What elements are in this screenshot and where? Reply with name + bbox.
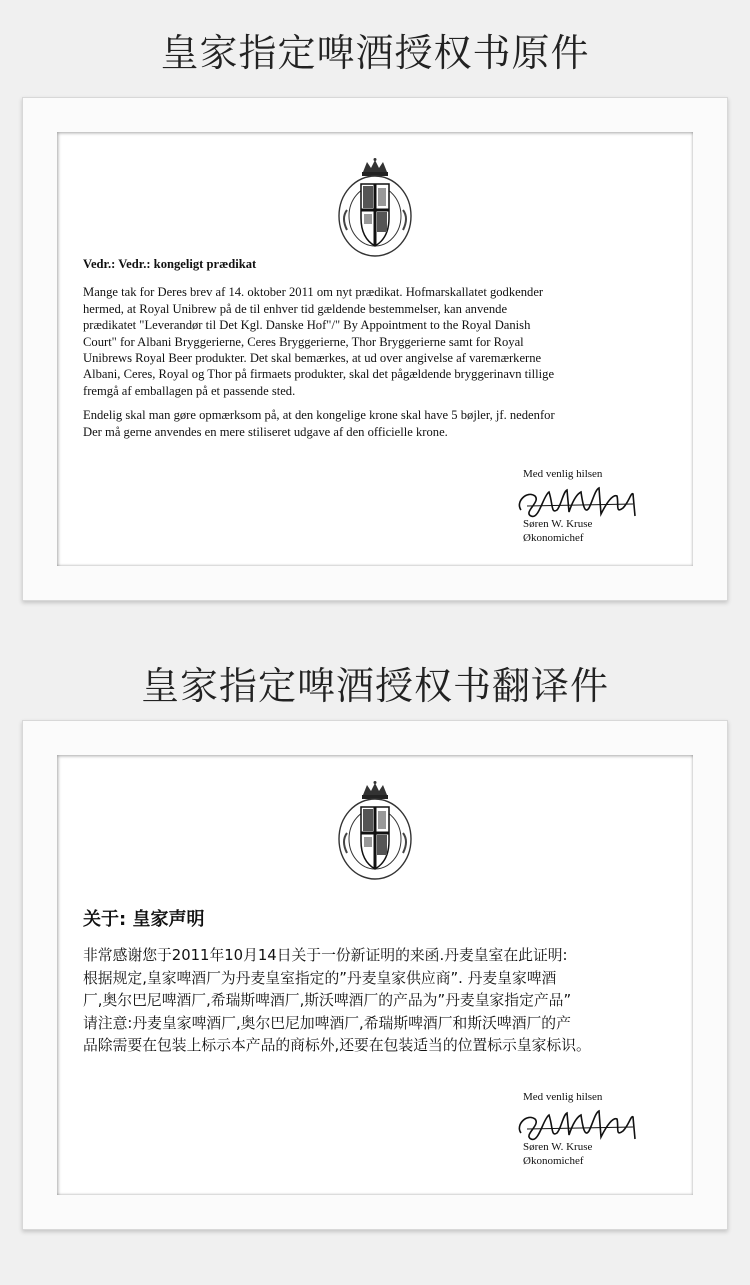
translation-heading: 皇家指定啤酒授权书翻译件 [140,664,609,708]
original-letter-frame [22,97,728,601]
original-paragraph-2: Endelig skal man gøre opmærksom på, at den kongelige krone skal have 5 bøjler, jf. nedenfor Der må gerne anvendes en mere stiliseret udgave af den officielle krone. [83,408,555,439]
translation-signature-block [523,1091,693,1167]
original-letter-body [83,256,685,448]
original-heading: 皇家指定啤酒授权书原件 [160,31,590,75]
handwritten-signature [513,1105,643,1145]
translation-closing: Med venlig hilsen [523,1091,603,1103]
original-signature-block [523,468,693,544]
original-signer-title: Økonomichef [523,532,584,544]
original-signer-name: Søren W. Kruse [523,518,593,530]
original-closing: Med venlig hilsen [523,468,603,480]
translation-letter-mat [57,755,693,1195]
royal-crest-icon [333,158,417,258]
handwritten-signature [513,482,643,522]
translation-paragraph-1: 非常感谢您于2011年10月14日关于一份新证明的来函.丹麦皇室在此证明: 根据规定,皇家啤酒厂为丹麦皇室指定的”丹麦皇家供应商”. 丹麦皇家啤酒 厂,奥尔巴尼啤酒厂,希瑞斯啤酒厂,斯沃啤酒厂的产品为”丹麦皇家指定产品” 请注意:丹麦皇家啤酒厂,奥尔巴尼加啤酒厂,希瑞斯啤酒厂和斯沃啤酒厂的产 品除需要在包装上标示本产品的商标外,还要在包装适当的位置标示皇家标识。 [83,947,591,1054]
original-subject: Vedr.: Vedr.: kongeligt prædikat [83,257,257,271]
translation-subject: 关于: 皇家声明 [83,909,205,930]
translation-letter-frame [22,720,728,1230]
translation-signer-name: Søren W. Kruse [523,1141,593,1153]
translation-letter-body [83,905,685,1066]
original-letter-mat [57,132,693,566]
royal-crest-icon [333,781,417,881]
translation-signer-title: Økonomichef [523,1155,584,1167]
original-paragraph-1: Mange tak for Deres brev af 14. oktober 2011 om nyt prædikat. Hofmarskallatet godkender hermed, at Royal Unibrew på de til enhver tid gældende bestemmelser, kan anvende prædikatet "Leverandør til Det Kgl. Danske Hof"/" By Appointment to the Royal Danish Court" for Albani Bryggerierne, Ceres Bryggerierne, Thor Bryggerierne samt for Royal Unibrews Royal Beer produkter. Det skal bemærkes, at ud over angivelse af varemærkerne Albani, Ceres, Royal og Thor på firmaets produkter, skal det pågældende bryggerinavn tillige fremgå af emballagen på et passende sted. [83,285,555,398]
